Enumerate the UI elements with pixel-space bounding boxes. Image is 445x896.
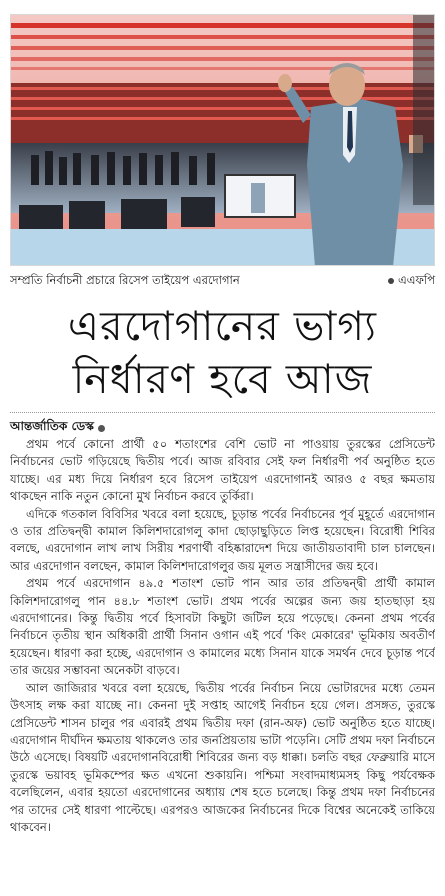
- headline: [0, 300, 445, 406]
- photo-credit: [388, 272, 435, 291]
- bullet-icon: [98, 425, 105, 432]
- headline-line-1: এরদোগানের ভাগ্য: [67, 302, 378, 350]
- photo-caption: সম্প্রতি নির্বাচনী প্রচারে রিসেপ তাইয়েপ এরদোগান: [10, 272, 240, 287]
- headline-line-2: নির্ধারণ হবে আজ: [72, 355, 373, 403]
- photo-caption-row: [10, 270, 435, 292]
- photo-credit-label: এএফপি: [398, 272, 435, 287]
- rally-photo-icon: [11, 15, 435, 266]
- paragraph: প্রথম পর্বে এরদোগান ৪৯.৫ শতাংশ ভোট পান আর তার প্রতিদ্বন্দ্বী প্রার্থী কামাল কিলিশদারোগলু পান ৪৪.৮ শতাংশ ভোট। প্রথম পর্বের অল্পের জন্য জয় হাতছাড়া হয় এরদোগানের। কিন্তু দ্বিতীয় পর্বে হিসাবটা কিছুটা জটিল হয়ে পড়েছে। কেননা প্রথম পর্বের নির্বাচনে তৃতীয় স্থান অধিকারী প্রার্থী সিনান ওগান এই পর্বে 'কিং মেকারের' ভূমিকায় অবতীর্ণ হয়েছেন। ধারণা করা হচ্ছে, এরদোগান ও কামালের মধ্যে সিনান যাকে সমর্থন দেবে চূড়ান্ত পর্বে তার জয়ের সম্ভাবনা অনেকটা বাড়বে।: [10, 576, 435, 678]
- paragraph: এদিকে গতকাল বিবিসির খবরে বলা হয়েছে, চূড়ান্ত পর্বের নির্বাচনের পূর্ব মুহূর্তে এরদোগান ও তার প্রতিদ্বন্দ্বী কামাল কিলিশদারোগলু কাদা ছোড়াছুড়িতে লিপ্ত হয়েছেন। বিরোধী শিবির বলছে, এরদোগান লাখ লাখ সিরীয় শরণার্থী বহিষ্কারাদেশ দিয়ে জাতীয়তাবাদী চাল চালছেন। আর এরদোগান বলছেন, কামাল কিলিশদারোগলুর জয় মূলত সন্ত্রাসীদের জয় হবে।: [10, 506, 435, 573]
- desk-label: আন্তর্জাতিক ডেস্ক: [10, 419, 94, 433]
- bullet-icon: [388, 278, 394, 284]
- divider: [10, 412, 435, 413]
- paragraph: প্রথম পর্বে কোনো প্রার্থী ৫০ শতাংশের বেশি ভোট না পাওয়ায় তুরস্কের প্রেসিডেন্ট নির্বাচনের ভোট গড়িয়েছে দ্বিতীয় পর্বে। আজ রবিবার সেই ফল নির্ধারণী পর্ব অনুষ্ঠিত হতে যাচ্ছে। এর মধ্য দিয়ে নির্ধারণ হবে রিসেপ তাইয়েপ এরদোগানই আরও ৫ বছর ক্ষমতায় থাকছেন নাকি নতুন কোনো মুখ নির্বাচন করবে তুর্কিরা।: [10, 437, 435, 504]
- paragraph: আল জাজিরার খবরে বলা হয়েছে, দ্বিতীয় পর্বের নির্বাচন নিয়ে ভোটারদের মধ্যে তেমন উৎসাহ লক্ষ করা যাচ্ছে না। কেননা দুই সপ্তাহ আগেই নির্বাচন হয়ে গেল। প্রসঙ্গত, তুরস্কে প্রেসিডেন্ট শাসন চালুর পর এবারই প্রথম দ্বিতীয় দফা (রান-অফ) ভোট অনুষ্ঠিত হতে যাচ্ছে। এরদোগান দীর্ঘদিন ক্ষমতায় থাকলেও তার জনপ্রিয়তায় ভাটা পড়েনি। সেটি প্রথম দফা নির্বাচনে উঠে এসেছে। বিষয়টি এরদোগানবিরোধী শিবিরের জন্য বড় ধাক্কা। চলতি বছর ফেব্রুয়ারি মাসে তুরস্কে ভয়াবহ ভূমিকম্পের ক্ষত এখনো শুকায়নি। পশ্চিমা সংবাদমাধ্যমসহ কিছু পর্যবেক্ষক বলেছিলেন, এবার হয়তো এরদোগানের অধ্যায় শেষ হতে চলেছে। কিন্তু প্রথম দফা নির্বাচনের পর তাদের সেই ধারণা পাল্টেছে। এরপরও আজকের নির্বাচনের দিকে বিশ্বের অনেকেই তাকিয়ে থাকবেন।: [10, 680, 435, 834]
- desk-byline: [10, 418, 105, 438]
- news-photo: [10, 14, 435, 266]
- article-body: [10, 436, 435, 888]
